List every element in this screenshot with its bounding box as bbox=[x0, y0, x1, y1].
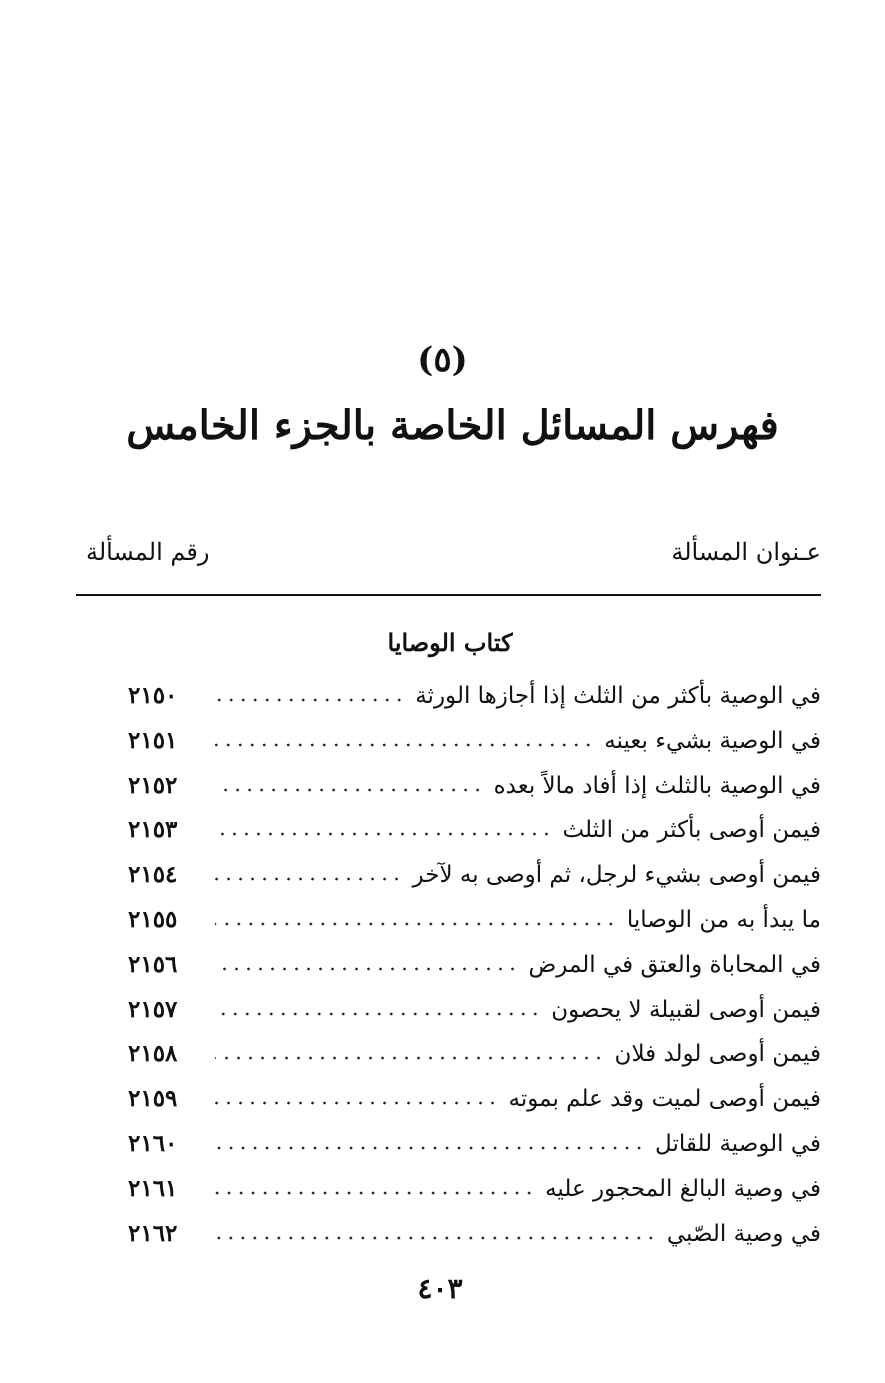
dot-leader bbox=[215, 698, 405, 702]
entry-title: فيمن أوصى بأكثر من الثلث bbox=[562, 817, 821, 844]
entry-line bbox=[215, 1077, 821, 1121]
column-header-title: عـنوان المسألة bbox=[671, 538, 821, 566]
entry-line bbox=[215, 1212, 821, 1256]
entry-number: ٢١٥٩ bbox=[128, 1085, 178, 1113]
index-entry bbox=[0, 764, 885, 808]
entry-title: في وصية البالغ المحجور عليه bbox=[545, 1175, 821, 1202]
entry-line bbox=[215, 764, 821, 808]
dot-leader bbox=[215, 743, 594, 747]
entry-line bbox=[215, 898, 821, 942]
dot-leader bbox=[215, 832, 552, 836]
dot-leader bbox=[215, 967, 519, 971]
entry-title: ما يبدأ به من الوصايا bbox=[626, 907, 821, 933]
entry-number: ٢١٥٣ bbox=[128, 816, 178, 844]
index-entry bbox=[0, 943, 885, 987]
index-entry bbox=[0, 1212, 885, 1256]
entry-title: في الوصية للقاتل bbox=[655, 1131, 821, 1157]
page-title: فهرس المسائل الخاصة بالجزء الخامس bbox=[126, 402, 779, 449]
index-entry bbox=[0, 674, 885, 718]
index-entry bbox=[0, 719, 885, 763]
entry-number: ٢١٥٨ bbox=[128, 1040, 178, 1068]
column-header-number: رقم المسألة bbox=[86, 538, 210, 566]
dot-leader bbox=[215, 922, 617, 926]
entry-number: ٢١٦١ bbox=[128, 1174, 178, 1202]
entry-number: ٢١٥٢ bbox=[128, 771, 178, 799]
page-number: ٤٠٣ bbox=[417, 1272, 463, 1305]
entry-number: ٢١٥٧ bbox=[128, 995, 178, 1023]
entry-number: ٢١٥٠ bbox=[128, 682, 178, 709]
entry-line bbox=[215, 1122, 821, 1166]
index-entry bbox=[0, 988, 885, 1032]
entry-line bbox=[215, 943, 821, 987]
entry-line bbox=[215, 1032, 821, 1076]
index-entry bbox=[0, 853, 885, 897]
dot-leader bbox=[215, 788, 484, 792]
entry-title: في الوصية بأكثر من الثلث إذا أجازها الورثة bbox=[415, 683, 821, 709]
entry-title: في الوصية بشيء بعينه bbox=[604, 727, 821, 754]
entry-title: فيمن أوصى لميت وقد علم بموته bbox=[508, 1086, 821, 1113]
entry-number: ٢١٦٠ bbox=[128, 1130, 178, 1157]
entry-number: ٢١٥١ bbox=[128, 726, 178, 754]
dot-leader bbox=[215, 1236, 657, 1240]
dot-leader bbox=[215, 877, 403, 881]
book-heading: كتاب الوصايا bbox=[387, 628, 513, 657]
index-entry bbox=[0, 1077, 885, 1121]
dot-leader bbox=[215, 1101, 499, 1105]
index-entry bbox=[0, 808, 885, 852]
index-entry bbox=[0, 898, 885, 942]
header-divider bbox=[76, 594, 821, 596]
entry-title: في الوصية بالثلث إذا أفاد مالاً بعده bbox=[493, 772, 821, 799]
dot-leader bbox=[215, 1146, 645, 1150]
part-number: (٥) bbox=[417, 340, 468, 380]
entry-title: فيمن أوصى لولد فلان bbox=[614, 1041, 821, 1068]
entry-line bbox=[215, 674, 821, 718]
entry-title: فيمن أوصى بشيء لرجل، ثم أوصى به لآخر bbox=[412, 862, 821, 889]
entry-number: ٢١٥٥ bbox=[128, 906, 178, 933]
index-entry bbox=[0, 1122, 885, 1166]
entry-title: في وصية الصّبي bbox=[666, 1220, 821, 1247]
entry-line bbox=[215, 988, 821, 1032]
entry-line bbox=[215, 808, 821, 852]
index-entry bbox=[0, 1032, 885, 1076]
entry-number: ٢١٥٦ bbox=[128, 950, 178, 978]
entry-number: ٢١٥٤ bbox=[128, 861, 178, 889]
entry-title: فيمن أوصى لقبيلة لا يحصون bbox=[551, 996, 821, 1023]
entry-line bbox=[215, 1167, 821, 1211]
entry-number: ٢١٦٢ bbox=[128, 1219, 178, 1247]
index-entry bbox=[0, 1167, 885, 1211]
dot-leader bbox=[215, 1056, 605, 1060]
entry-line bbox=[215, 719, 821, 763]
dot-leader bbox=[215, 1012, 541, 1016]
entry-line bbox=[215, 853, 821, 897]
dot-leader bbox=[215, 1191, 535, 1195]
entry-title: في المحاباة والعتق في المرض bbox=[528, 951, 821, 978]
